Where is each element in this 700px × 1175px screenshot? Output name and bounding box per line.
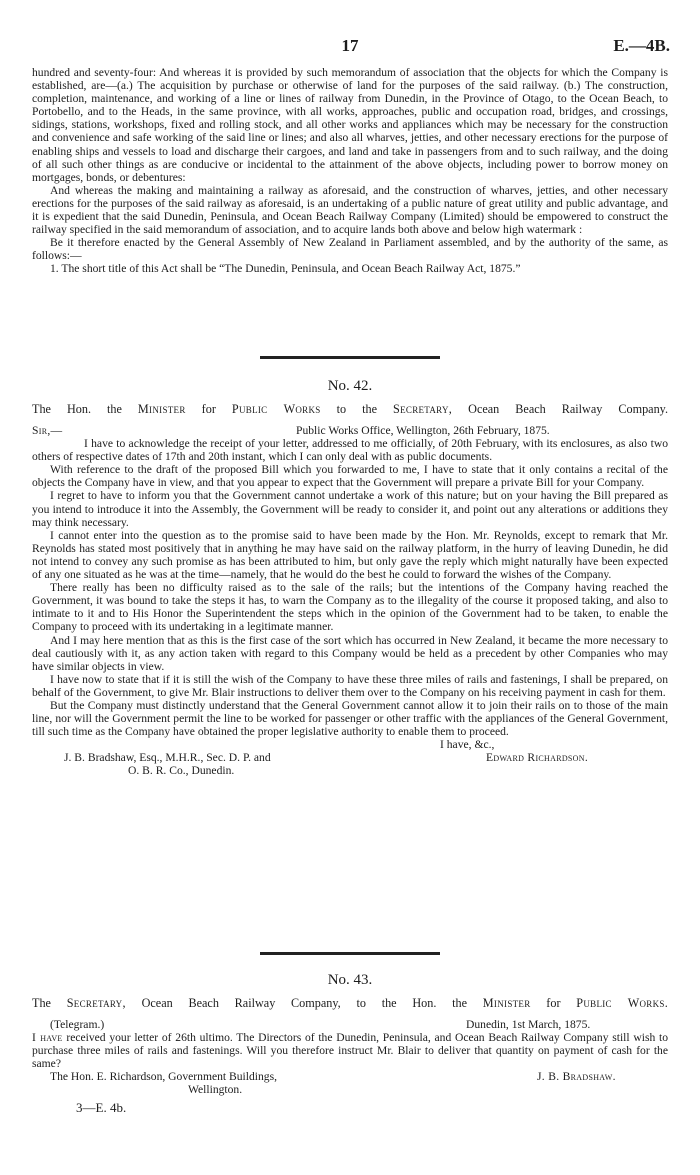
preamble-paragraph: hundred and seventy-four: And whereas it is provided by such memorandum of association that the objects for which the Company is established, are—(a.) The acquisition by purchase or otherwise of land for the purposes of the said railway. (b.) The construction, completion, maintenance, and working of a line or lines of railway from Dunedin, in the Province of Otago, to the Ocean Beach, to Portobello, and to the Heads, in the same province, with all works, approaches, public and occupation road, bridges, and crossings, sidings, stations, workshops, fixed and rolling stock, and all other works and appliances which may be necessary for the construction and convenience and safe working of the said line or lines; and also all wharves, jetties, and other necessary erections for the purpose of enabling ships and vessels to load and discharge their cargoes, and land and take in passengers from and to such railway, and the doing of all such other things as are conducive or incidental to the attainment of the above objects, including power to borrow money on mortgages, bonds, or debentures: [32, 66, 668, 184]
telegram-row [32, 1018, 668, 1031]
letter-paragraph: I have now to state that if it is still the wish of the Company to have these three miles of rails and fastenings, I shall be prepared, on behalf of the Government, to give Mr. Blair instructions to deliver them over to the Company on his receiving payment in cash for them. [32, 672, 668, 699]
letter-43-body [32, 1018, 668, 1097]
sheet-signature-mark: 3—E. 4b. [76, 1100, 127, 1115]
signature: J. B. Bradshaw. [537, 1070, 616, 1084]
signature: Edward Richardson. [486, 751, 589, 765]
message-type: (Telegram.) [50, 1018, 105, 1031]
letter-heading: The Hon. the Minister for Public Works to the Secretary, Ocean Beach Railway Company. [32, 402, 669, 416]
letter-heading: The Secretary, Ocean Beach Railway Company, to the Hon. the Minister for Public Works. [32, 996, 669, 1010]
salutation-row [32, 424, 668, 437]
addressee-row [32, 764, 668, 777]
place-date: Dunedin, 1st March, 1875. [466, 1018, 591, 1031]
addressee-row [32, 1083, 668, 1096]
letter-paragraph: But the Company must distinctly understand that the General Government cannot allow it to join their rails on to those of the main line, nor will the Government permit the line to be worked for passenger or other traffic with the appliances of the General Government, till such time as the Company have obtained the proper legislative authority to enable them to proceed. [32, 698, 668, 739]
section-divider [260, 356, 440, 359]
letter-paragraph: I regret to have to inform you that the Government cannot undertake a work of this nature; but on your having the Bill prepared as you intend to introduce it into the Assembly, the Government will be ready to consider it, and point out any alterations or additions they may think necessary. [32, 489, 668, 529]
letter-paragraph: I have to acknowledge the receipt of your letter, addressed to me officially, of 20th February, with its enclosures, as also two others of respective dates of 17th and 20th instant, which I can only deal with as public documents. [32, 437, 668, 464]
letter-42-body [32, 424, 668, 778]
closing: I have, &c., [440, 738, 495, 752]
salutation: Sir,— [32, 424, 63, 437]
preamble-paragraph: And whereas the making and maintaining a railway as aforesaid, and the construction of wharves, jetties, and other necessary erections for the purposes of the said railway as aforesaid, is an undertaking of a public nature of great utility and public advantage, and it is expedient that the said Dunedin, Peninsula, and Ocean Beach Railway Company (Limited) should be empowered to construct the railway specified in the said memorandum of association, and to acquire lands both above and below high watermark : [32, 183, 668, 237]
letter-paragraph: There really has been no difficulty raised as to the sale of the rails; but the intentions of the Company having reached the Government, it was bound to take the steps it has, to warn the Company as to the illegality of the course it proposed taking, and also to intimate to it and to His Honor the Superintendent the steps which in the opinion of the Government had to be taken, to enable the Company to proceed with its undertaking in a legitimate manner. [32, 581, 668, 634]
telegram-body: I have received your letter of 26th ultimo. The Directors of the Dunedin, Peninsula, and Ocean Beach Railway Company still wish to purchase three miles of rails and fastenings. Will you therefore instruct Mr. Blair to deliver that quantity on payment of cash for the same? [32, 1031, 669, 1071]
closing-row [32, 738, 668, 751]
section-divider [260, 952, 440, 955]
letter-paragraph: And I may here mention that as this is the first case of the sort which has occurred in New Zealand, it became the more necessary to deal cautiously with it, as any action taken with regard to this Company would be held as a precedent by other Companies who may have similar objects in view. [32, 633, 668, 673]
addressee-line: Wellington. [188, 1083, 243, 1097]
letter-number: No. 43. [327, 972, 373, 988]
addressee-row [32, 1070, 668, 1083]
enactment-clause: Be it therefore enacted by the General Assembly of New Zealand in Parliament assembled, and by the authority of the same, as follows:— [32, 236, 668, 263]
short-title-clause: 1. The short title of this Act shall be “The Dunedin, Peninsula, and Ocean Beach Railway Act, 1875.” [50, 262, 521, 276]
addressee-line: J. B. Bradshaw, Esq., M.H.R., Sec. D. P. and [64, 751, 271, 765]
addressee-row [32, 751, 668, 764]
page-number: 17 [341, 36, 359, 55]
addressee-line: The Hon. E. Richardson, Government Buildings, [50, 1070, 278, 1084]
place-date: Public Works Office, Wellington, 26th February, 1875. [296, 424, 550, 437]
letter-paragraph: I cannot enter into the question as to the promise said to have been made by the Hon. Mr. Reynolds, except to remark that Mr. Reynolds has stated most positively that in anything he may have said on the railway platform, in the hurry of leaving Dunedin, he did not intend to convey any such promise as has been attributed to him, but only gave the reply which might naturally have been expected of any one situated as he was at the time—namely, that he would do the best he could to forward the wishes of the Company. [32, 528, 668, 582]
act-preamble [32, 66, 668, 276]
letter-number: No. 42. [327, 378, 373, 394]
document-reference: E.—4B. [613, 36, 670, 55]
addressee-line: O. B. R. Co., Dunedin. [128, 764, 235, 778]
letter-paragraph: With reference to the draft of the proposed Bill which you forwarded to me, I have to state that it only contains a recital of the objects the Company have in view, and that you appear to expect that the Government will prepare a private Bill for your Company. [32, 463, 668, 490]
